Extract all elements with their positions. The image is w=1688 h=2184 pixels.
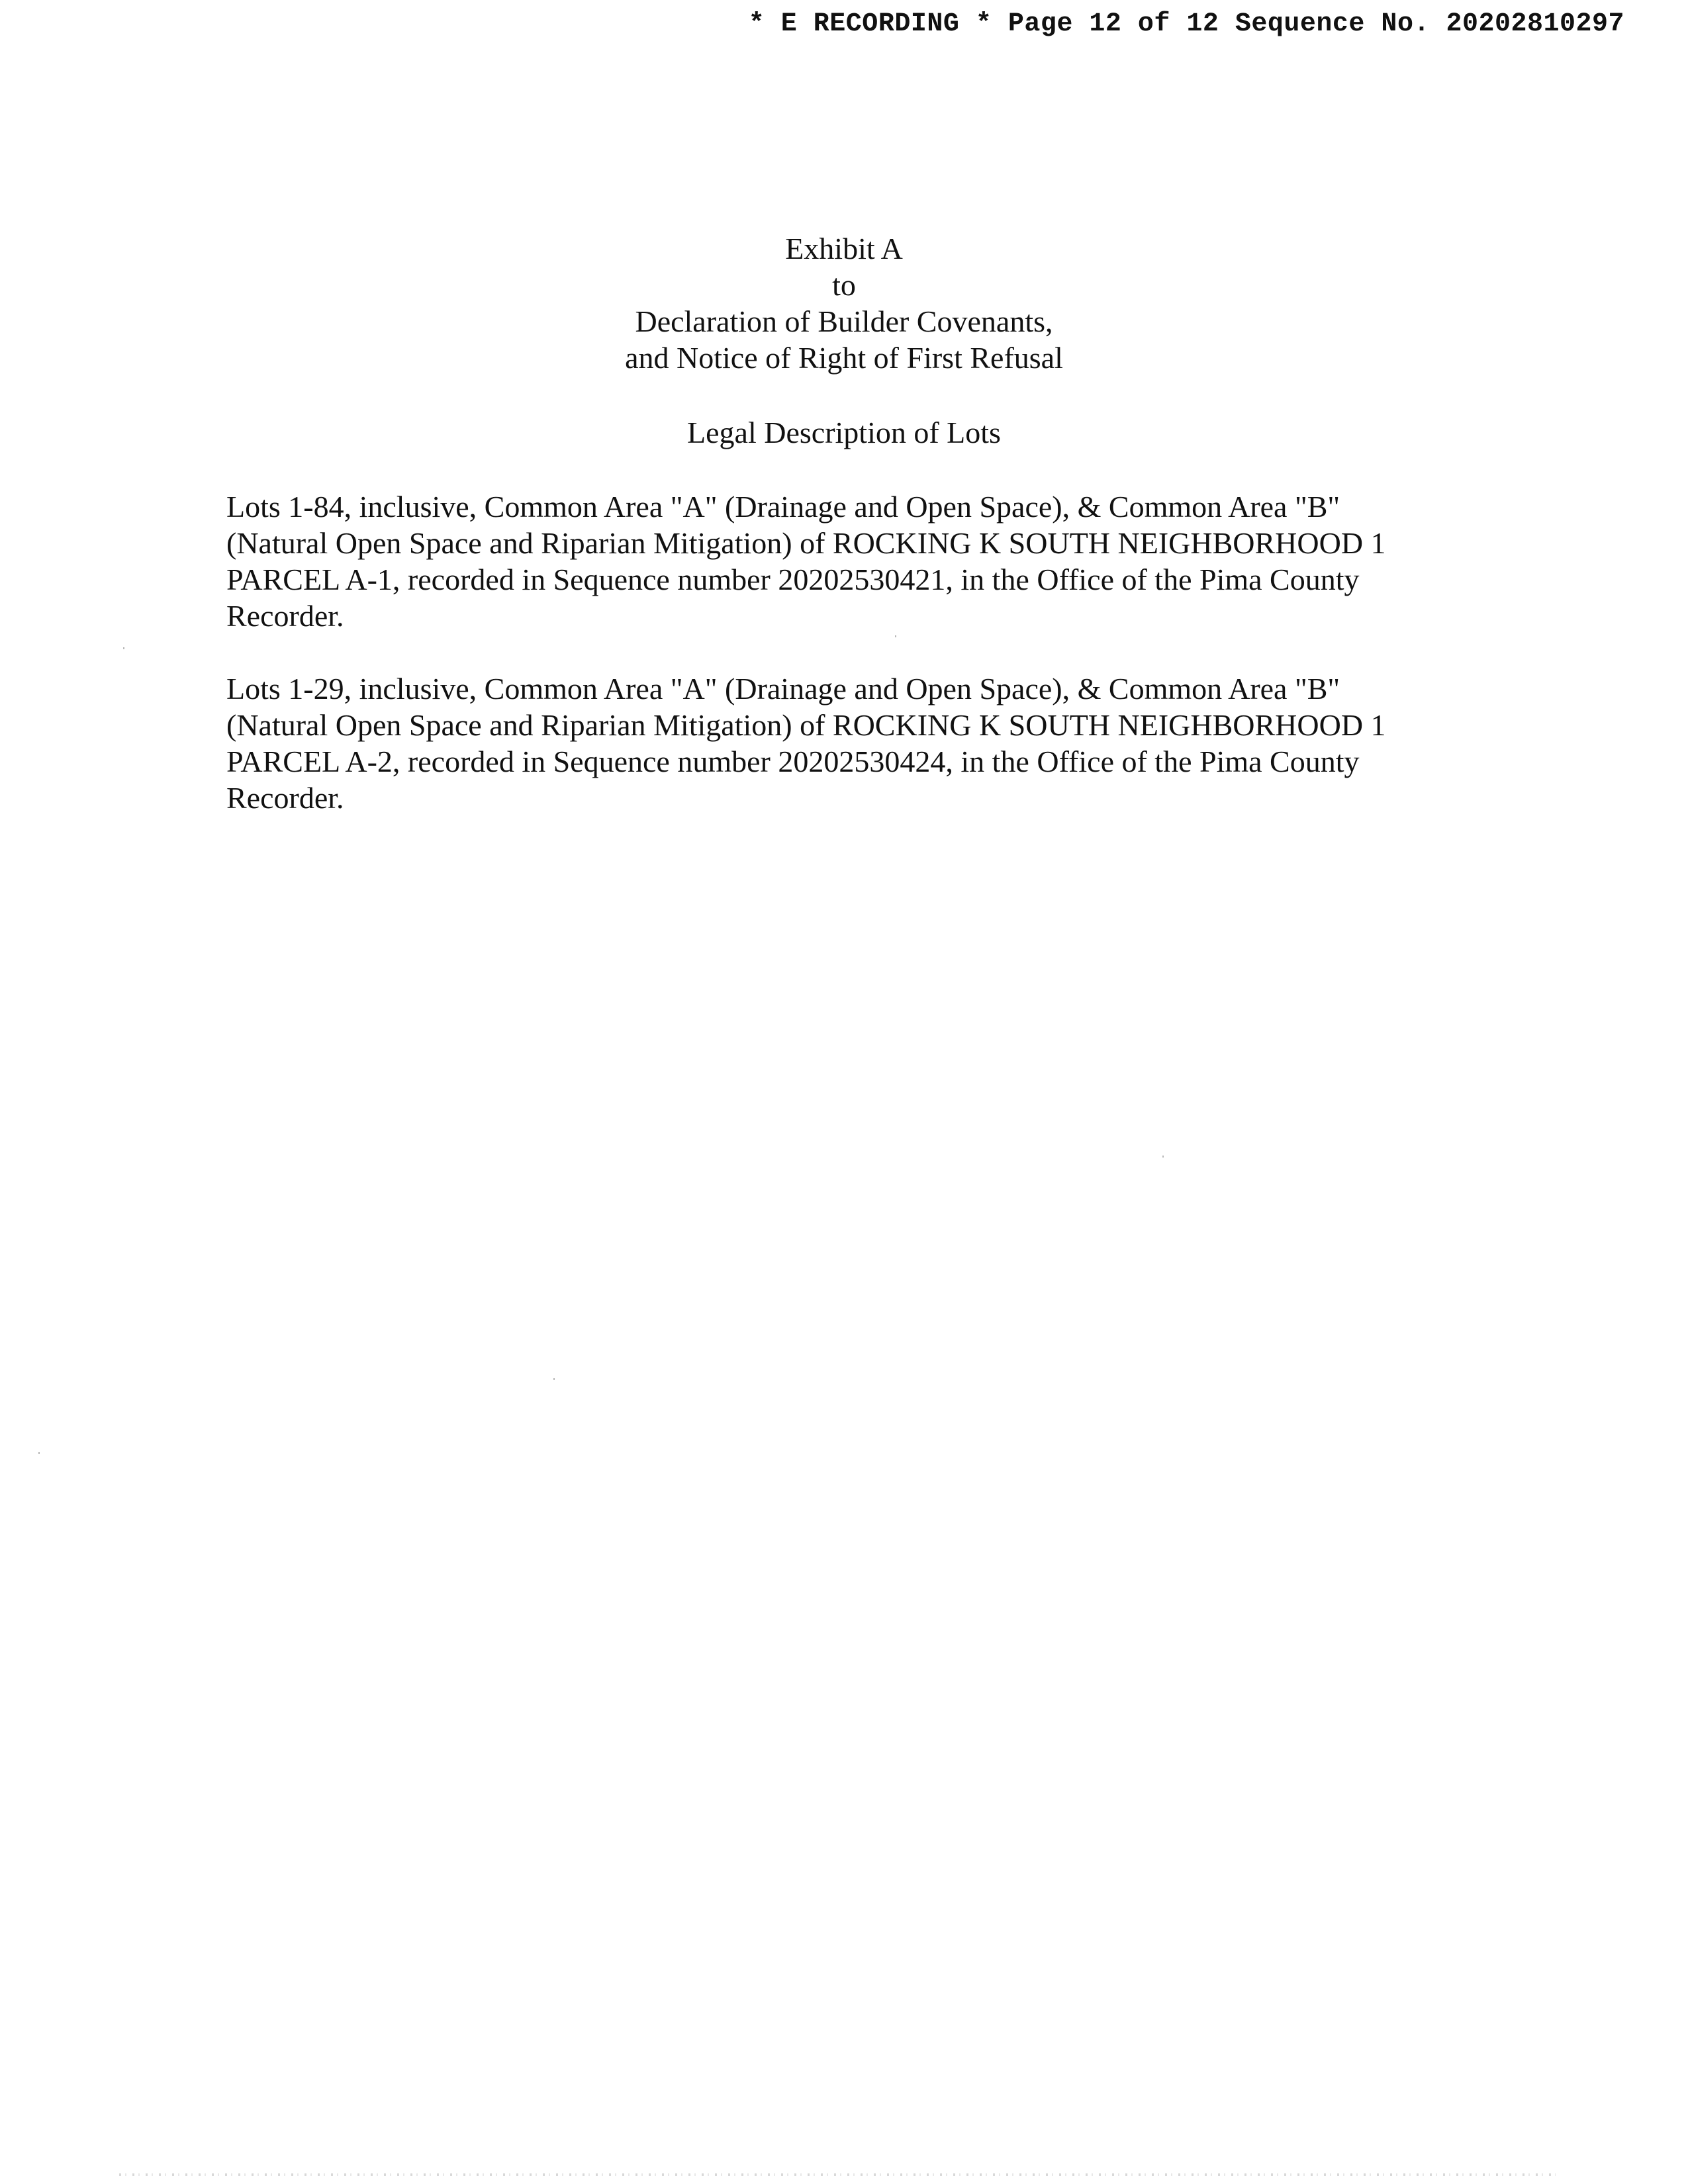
scan-speck	[895, 635, 896, 637]
scan-edge-noise	[119, 2173, 1556, 2176]
scan-speck	[553, 1378, 555, 1380]
scan-speck	[123, 647, 124, 649]
paragraph-line: (Natural Open Space and Riparian Mitigation) of ROCKING K SOUTH NEIGHBORHOOD 1	[226, 526, 1386, 560]
paragraph-line: Lots 1-84, inclusive, Common Area "A" (Drainage and Open Space), & Common Area "B"	[226, 490, 1340, 523]
paragraph-line: Lots 1-29, inclusive, Common Area "A" (Drainage and Open Space), & Common Area "B"	[226, 672, 1340, 705]
recording-stamp: * E RECORDING * Page 12 of 12 Sequence No. 20202810297	[748, 9, 1624, 39]
title-line-notice: and Notice of Right of First Refusal	[625, 341, 1063, 375]
legal-description-paragraph	[226, 670, 1471, 816]
paragraph-line: PARCEL A-2, recorded in Sequence number 20202530424, in the Office of the Pima County	[226, 745, 1360, 778]
paragraph-line: (Natural Open Space and Riparian Mitigation) of ROCKING K SOUTH NEIGHBORHOOD 1	[226, 708, 1386, 742]
paragraph-line: Recorder.	[226, 781, 344, 815]
scan-speck	[38, 1452, 40, 1454]
exhibit-title	[0, 230, 1688, 376]
section-heading: Legal Description of Lots	[687, 416, 1001, 449]
title-line-declaration: Declaration of Builder Covenants,	[635, 304, 1053, 338]
scan-speck	[1162, 1156, 1164, 1158]
title-line-to: to	[832, 268, 856, 302]
paragraph-line: PARCEL A-1, recorded in Sequence number 20202530421, in the Office of the Pima County	[226, 563, 1360, 596]
paragraph-line: Recorder.	[226, 599, 344, 633]
legal-description-paragraph	[226, 488, 1471, 634]
legal-description-body	[226, 488, 1471, 852]
title-line-exhibit: Exhibit A	[785, 232, 903, 265]
